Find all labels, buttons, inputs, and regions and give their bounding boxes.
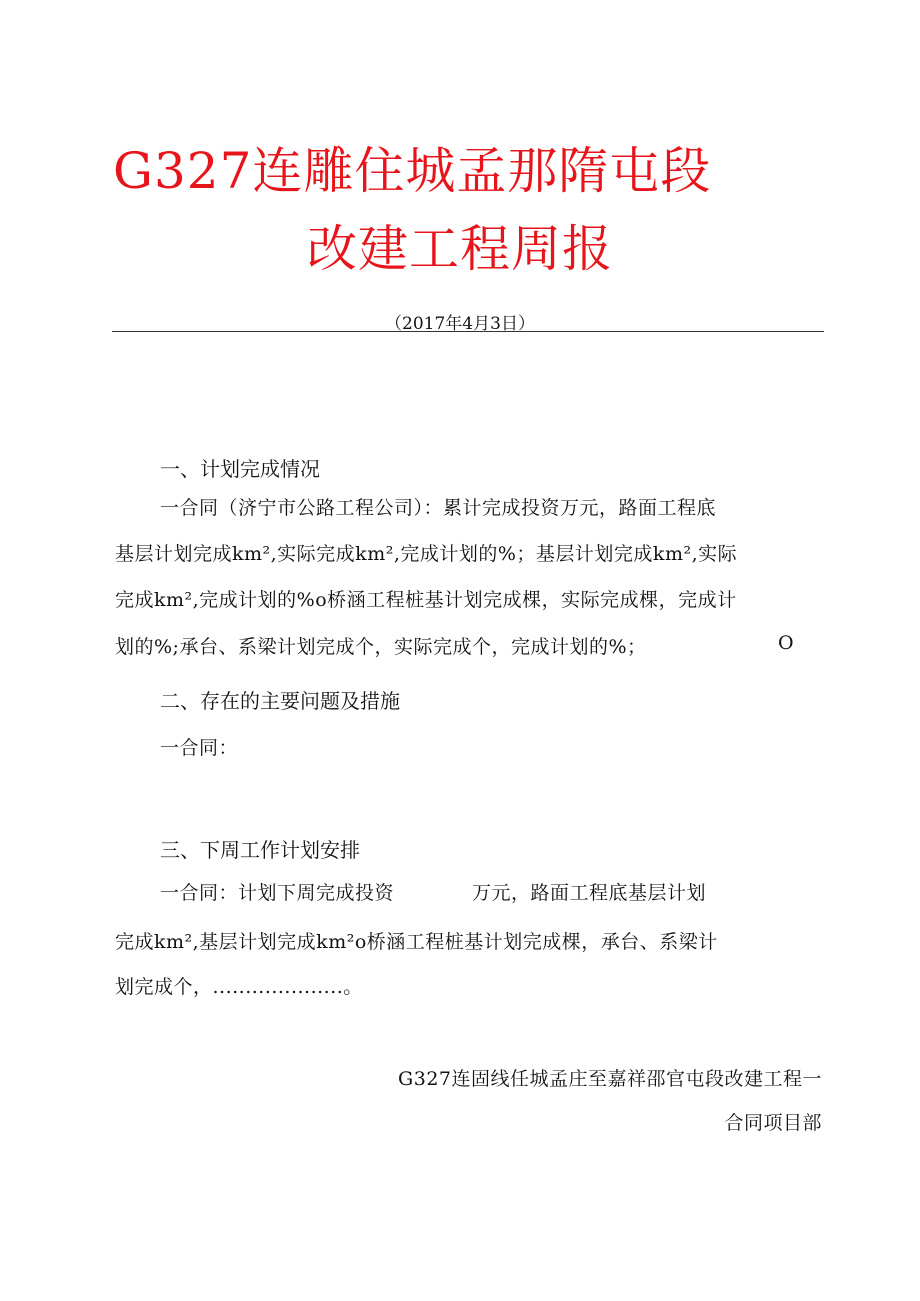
- report-date: （2017年4月3日）: [385, 314, 535, 334]
- report-title-line-2: 改建工程周报: [307, 220, 613, 278]
- section1-paragraph-line: 完成km²,完成计划的%o桥涵工程桩基计划完成棵，实际完成棵，完成计: [115, 589, 737, 611]
- section1-paragraph-line: 划的%;承台、系梁计划完成个，实际完成个，完成计划的%；: [115, 636, 647, 658]
- signature-department: 合同项目部: [724, 1112, 822, 1134]
- section3-paragraph-line: 一合同：计划下周完成投资 万元，路面工程底基层计划: [160, 882, 707, 904]
- section1-paragraph-line: 一合同（济宁市公路工程公司）：累计完成投资万元，路面工程底: [160, 497, 717, 519]
- signature-organization: G327连固线任城孟庄至嘉祥邵官屯段改建工程一: [398, 1068, 822, 1090]
- section3-paragraph-line: 完成km²,基层计划完成km²o桥涵工程桩基计划完成棵，承台、系梁计: [115, 931, 718, 953]
- section-heading-plan-completion: 一、计划完成情况: [160, 457, 320, 481]
- header-divider: [112, 331, 824, 332]
- section-heading-issues-measures: 二、存在的主要问题及措施: [160, 689, 400, 713]
- report-title-line-1: G327连雕住城孟那隋屯段: [113, 142, 712, 200]
- section2-paragraph-line: 一合同：: [160, 737, 239, 759]
- section1-trailing-mark: O: [778, 632, 795, 654]
- section-heading-next-week-plan: 三、下周工作计划安排: [160, 838, 360, 862]
- section3-paragraph-line: 划完成个，....................。: [115, 976, 363, 998]
- section1-paragraph-line: 基层计划完成km²,实际完成km²,完成计划的%；基层计划完成km²,实际: [115, 543, 738, 565]
